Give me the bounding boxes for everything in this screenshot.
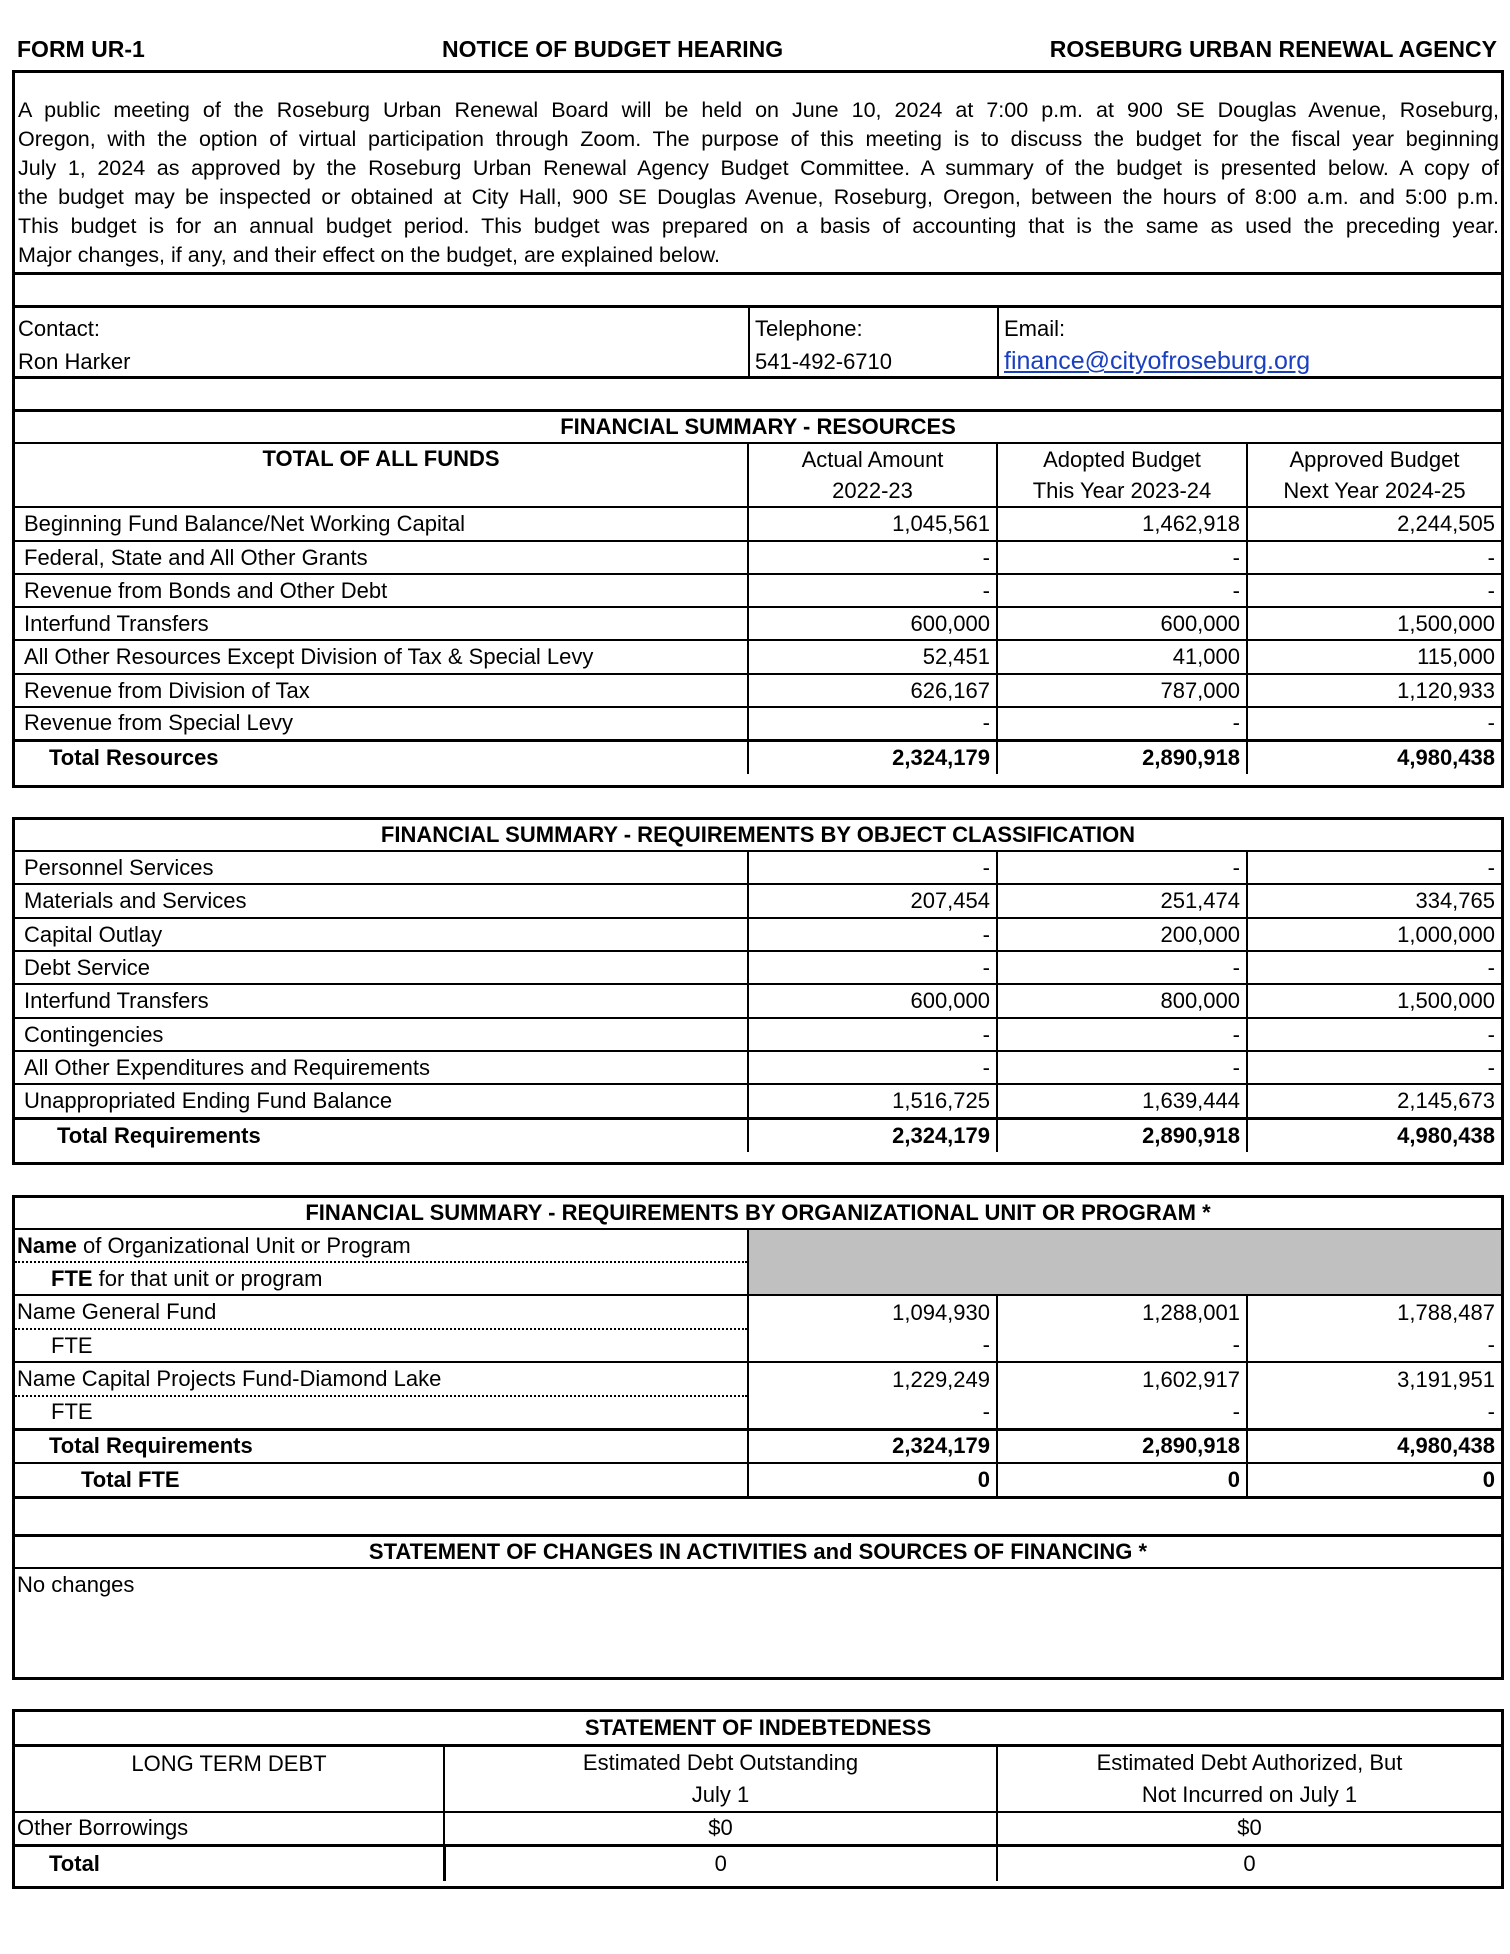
- row-label: All Other Expenditures and Requirements: [15, 1051, 748, 1084]
- col-approved-line1: Approved Budget: [1289, 447, 1460, 472]
- row-value: 334,765: [1247, 884, 1501, 918]
- phone-number: 541-492-6710: [755, 349, 893, 374]
- row-value: -: [997, 707, 1247, 740]
- total-fte-label: Total FTE: [81, 1467, 180, 1492]
- gray-fill: [748, 1229, 1501, 1262]
- long-term-debt-header: LONG TERM DEBT: [131, 1751, 327, 1776]
- debt-title: STATEMENT OF INDEBTEDNESS: [584, 1715, 932, 1740]
- table-row: [15, 1812, 1501, 1845]
- row-value: -: [748, 918, 997, 951]
- table-row: [15, 851, 1501, 884]
- org-fte-header-row: [15, 1262, 1501, 1295]
- table-row: [15, 707, 1501, 740]
- table-row: [15, 1018, 1501, 1051]
- org-units-title: FINANCIAL SUMMARY - REQUIREMENTS BY ORGANIZATIONAL UNIT OR PROGRAM *: [305, 1200, 1211, 1225]
- contact-name: Ron Harker: [18, 349, 131, 374]
- unit-fte: -: [1247, 1396, 1501, 1429]
- form-id: FORM UR-1: [17, 36, 145, 62]
- row-value: 1,500,000: [1247, 607, 1501, 640]
- intro-line-5: This budget is for an annual budget period. This budget was prepared on a basis of accounting that is the same as used the preceding year.: [18, 214, 1499, 238]
- row-value: 1,516,725: [748, 1084, 997, 1118]
- intro-line-4: the budget may be inspected or obtained at City Hall, 900 SE Douglas Avenue, Roseburg, Oregon, between the hours of 8:00 a.m. and 5:00 p.m.: [18, 185, 1499, 209]
- table-row: [15, 640, 1501, 674]
- row-label: Personnel Services: [24, 854, 214, 880]
- row-value: -: [1247, 707, 1501, 740]
- spacer-row-2: [15, 376, 1501, 409]
- unit-fte: -: [997, 1329, 1247, 1362]
- row-value: 2,145,673: [1247, 1084, 1501, 1118]
- col-adopted-header: [997, 443, 1247, 507]
- resources-header-row: [15, 443, 1501, 507]
- requirements-box: [12, 817, 1504, 1165]
- debt-row-value: $0: [444, 1812, 997, 1845]
- org-name-header-bold: Name: [17, 1232, 77, 1258]
- row-value: 1,462,918: [997, 507, 1247, 541]
- unit-fte: -: [1247, 1329, 1501, 1362]
- debt-title-row: [15, 1712, 1501, 1744]
- resources-title: FINANCIAL SUMMARY - RESOURCES: [560, 414, 956, 439]
- row-value: -: [1247, 574, 1501, 607]
- row-value: -: [748, 1051, 997, 1084]
- col-actual-header: [748, 443, 997, 507]
- row-label: Interfund Transfers: [15, 607, 748, 640]
- changes-title: STATEMENT OF CHANGES IN ACTIVITIES and SOURCES OF FINANCING *: [368, 1539, 1148, 1564]
- row-value: 600,000: [748, 984, 997, 1018]
- table-row: [15, 1084, 1501, 1118]
- table-row: [15, 507, 1501, 541]
- row-value: -: [997, 951, 1247, 984]
- changes-text: No changes: [15, 1567, 1501, 1598]
- org-name-header: [15, 1229, 748, 1262]
- org-units-box: [12, 1195, 1504, 1680]
- org-fte-header-bold: FTE: [51, 1265, 93, 1291]
- table-row: [15, 541, 1501, 574]
- row-value: 1,639,444: [997, 1084, 1247, 1118]
- total-value: 2,324,179: [748, 1118, 997, 1152]
- debt-outstanding-line2: July 1: [691, 1782, 750, 1807]
- row-label: Revenue from Division of Tax: [15, 674, 748, 707]
- total-value: 4,980,438: [1247, 1429, 1501, 1463]
- row-value: -: [748, 574, 997, 607]
- table-row: [15, 1329, 1501, 1362]
- debt-total-value: 0: [997, 1845, 1501, 1881]
- unit-value: 3,191,951: [1247, 1362, 1501, 1396]
- row-value: 1,045,561: [748, 507, 997, 541]
- total-all-funds-label: TOTAL OF ALL FUNDS: [262, 446, 500, 471]
- table-row: [15, 984, 1501, 1018]
- agency-name: ROSEBURG URBAN RENEWAL AGENCY: [1049, 36, 1497, 62]
- spacer-row: [15, 272, 1501, 305]
- unit-fte: -: [748, 1329, 997, 1362]
- org-units-table: [15, 1228, 1501, 1496]
- row-value: 52,451: [748, 640, 997, 674]
- unit-value: 1,788,487: [1247, 1295, 1501, 1329]
- contact-label: Contact:: [18, 316, 100, 341]
- unit-fte: -: [997, 1396, 1247, 1429]
- row-label: Federal, State and All Other Grants: [15, 541, 748, 574]
- row-label: All Other Resources Except Division of Tax & Special Levy: [15, 640, 748, 674]
- intro-line-1: A public meeting of the Roseburg Urban Renewal Board will be held on June 10, 2024 at 7:00 p.m. at 900 SE Douglas Avenue, Roseburg,: [18, 98, 1499, 122]
- total-fte-value: 0: [997, 1463, 1247, 1496]
- row-value: 626,167: [748, 674, 997, 707]
- resources-title-row: [15, 409, 1501, 442]
- col-adopted-line1: Adopted Budget: [1043, 447, 1201, 472]
- row-value: 1,000,000: [1247, 918, 1501, 951]
- total-fte-value: 0: [1247, 1463, 1501, 1496]
- row-value: -: [997, 541, 1247, 574]
- notice-box: [12, 70, 1504, 788]
- row-value: -: [1247, 1018, 1501, 1051]
- unit-fte-label: FTE: [51, 1332, 93, 1358]
- table-row: [15, 1295, 1501, 1329]
- row-value: -: [997, 851, 1247, 884]
- total-value: 2,890,918: [997, 1429, 1247, 1463]
- unit-value: 1,229,249: [748, 1362, 997, 1396]
- unit-fte: -: [748, 1396, 997, 1429]
- total-value: 2,890,918: [997, 740, 1247, 774]
- row-value: 600,000: [748, 607, 997, 640]
- row-value: 787,000: [997, 674, 1247, 707]
- email-cell: [997, 308, 1310, 376]
- unit-value: 1,094,930: [748, 1295, 997, 1329]
- col-adopted-line2: This Year 2023-24: [1032, 478, 1212, 503]
- row-value: 251,474: [997, 884, 1247, 918]
- row-label: Revenue from Special Levy: [15, 707, 748, 740]
- contact-row: [15, 305, 1501, 376]
- row-label: Interfund Transfers: [15, 984, 748, 1018]
- intro-paragraph: [15, 73, 1501, 272]
- row-value: -: [997, 1051, 1247, 1084]
- col-actual-line1: Actual Amount: [801, 447, 944, 472]
- row-value: -: [1247, 851, 1501, 884]
- total-value: 4,980,438: [1247, 740, 1501, 774]
- row-value: -: [997, 574, 1247, 607]
- row-value: 1,500,000: [1247, 984, 1501, 1018]
- total-value: 2,324,179: [748, 740, 997, 774]
- total-value: 2,890,918: [997, 1118, 1247, 1152]
- intro-line-3: July 1, 2024 as approved by the Roseburg Urban Renewal Agency Budget Committee. A summary of the budget is presented below. A copy of: [18, 156, 1499, 180]
- unit-fte-label: FTE: [51, 1399, 93, 1425]
- row-value: 2,244,505: [1247, 507, 1501, 541]
- total-fte-value: 0: [748, 1463, 997, 1496]
- debt-authorized-line2: Not Incurred on July 1: [1141, 1782, 1358, 1807]
- intro-line-2: Oregon, with the option of virtual participation through Zoom. The purpose of this meeting is to discuss the budget for the fiscal year beginning: [18, 127, 1499, 151]
- unit-value: 1,602,917: [997, 1362, 1247, 1396]
- table-row: [15, 574, 1501, 607]
- table-row: [15, 1362, 1501, 1396]
- debt-row-label: Other Borrowings: [17, 1815, 189, 1841]
- row-value: 41,000: [997, 640, 1247, 674]
- requirements-title-row: [15, 820, 1501, 850]
- gray-fill: [748, 1262, 1501, 1295]
- debt-outstanding-header: [444, 1746, 997, 1813]
- table-row: [15, 674, 1501, 707]
- col-approved-header: [1247, 443, 1501, 507]
- row-value: 115,000: [1247, 640, 1501, 674]
- row-label: Capital Outlay: [15, 918, 748, 951]
- row-value: -: [997, 1018, 1247, 1051]
- row-label: Revenue from Bonds and Other Debt: [15, 574, 748, 607]
- debt-total-value: 0: [444, 1845, 997, 1881]
- table-row: [15, 1396, 1501, 1429]
- total-value: 2,324,179: [748, 1429, 997, 1463]
- col-actual-line2: 2022-23: [832, 478, 913, 503]
- row-value: -: [1247, 541, 1501, 574]
- row-value: -: [748, 951, 997, 984]
- table-row: [15, 951, 1501, 984]
- total-fte-row: [15, 1463, 1501, 1496]
- intro-line-6: Major changes, if any, and their effect on the budget, are explained below.: [18, 243, 721, 267]
- phone-label: Telephone:: [755, 316, 863, 341]
- debt-outstanding-line1: Estimated Debt Outstanding: [582, 1750, 859, 1775]
- row-label: Debt Service: [15, 951, 748, 984]
- row-label: Unappropriated Ending Fund Balance: [15, 1084, 748, 1118]
- debt-authorized-header: [997, 1746, 1501, 1813]
- row-value: -: [1247, 1051, 1501, 1084]
- row-value: -: [748, 1018, 997, 1051]
- row-value: 207,454: [748, 884, 997, 918]
- requirements-table: [15, 850, 1501, 1152]
- row-value: -: [748, 541, 997, 574]
- row-label: Contingencies: [15, 1018, 748, 1051]
- total-label: Total Requirements: [49, 1433, 253, 1459]
- phone-cell: [748, 308, 892, 376]
- org-name-header-rest: of Organizational Unit or Program: [76, 1232, 411, 1258]
- org-header-row: [15, 1229, 1501, 1262]
- table-row: [15, 607, 1501, 640]
- email-link[interactable]: finance@cityofroseburg.org: [1004, 347, 1311, 375]
- unit-name: Name General Fund: [15, 1295, 748, 1329]
- resources-table: [15, 442, 1501, 774]
- debt-total-label: Total: [49, 1850, 100, 1876]
- row-label: Materials and Services: [15, 884, 748, 918]
- col-approved-line2: Next Year 2024-25: [1283, 478, 1466, 503]
- row-value: -: [748, 707, 997, 740]
- unit-name: Name Capital Projects Fund-Diamond Lake: [15, 1362, 748, 1396]
- notice-title: NOTICE OF BUDGET HEARING: [442, 36, 784, 62]
- total-row: [15, 1845, 1501, 1881]
- row-value: 600,000: [997, 607, 1247, 640]
- unit-value: 1,288,001: [997, 1295, 1247, 1329]
- table-row: [15, 884, 1501, 918]
- row-value: 800,000: [997, 984, 1247, 1018]
- row-value: -: [748, 851, 997, 884]
- changes-title-row: [15, 1534, 1501, 1567]
- table-row: [15, 1051, 1501, 1084]
- total-value: 4,980,438: [1247, 1118, 1501, 1152]
- row-value: 1,120,933: [1247, 674, 1501, 707]
- total-label: Total Requirements: [57, 1122, 261, 1148]
- org-fte-header: [15, 1262, 748, 1295]
- spacer-row-3: [15, 1496, 1501, 1534]
- debt-header-row: [15, 1746, 1501, 1813]
- debt-row-value: $0: [997, 1812, 1501, 1845]
- email-label: Email:: [1004, 316, 1066, 341]
- org-units-title-row: [15, 1198, 1501, 1228]
- row-value: 200,000: [997, 918, 1247, 951]
- total-row: [15, 1429, 1501, 1463]
- row-value: -: [1247, 951, 1501, 984]
- total-row: [15, 740, 1501, 774]
- requirements-title: FINANCIAL SUMMARY - REQUIREMENTS BY OBJECT CLASSIFICATION: [380, 822, 1136, 847]
- debt-authorized-line1: Estimated Debt Authorized, But: [1096, 1750, 1403, 1775]
- org-fte-header-rest: for that unit or program: [92, 1265, 323, 1291]
- contact-cell: [18, 312, 130, 378]
- debt-box: [12, 1709, 1504, 1889]
- table-row: [15, 918, 1501, 951]
- debt-table: [15, 1744, 1501, 1881]
- total-row: [15, 1118, 1501, 1152]
- total-label: Total Resources: [49, 744, 219, 770]
- row-label: Beginning Fund Balance/Net Working Capital: [15, 507, 748, 541]
